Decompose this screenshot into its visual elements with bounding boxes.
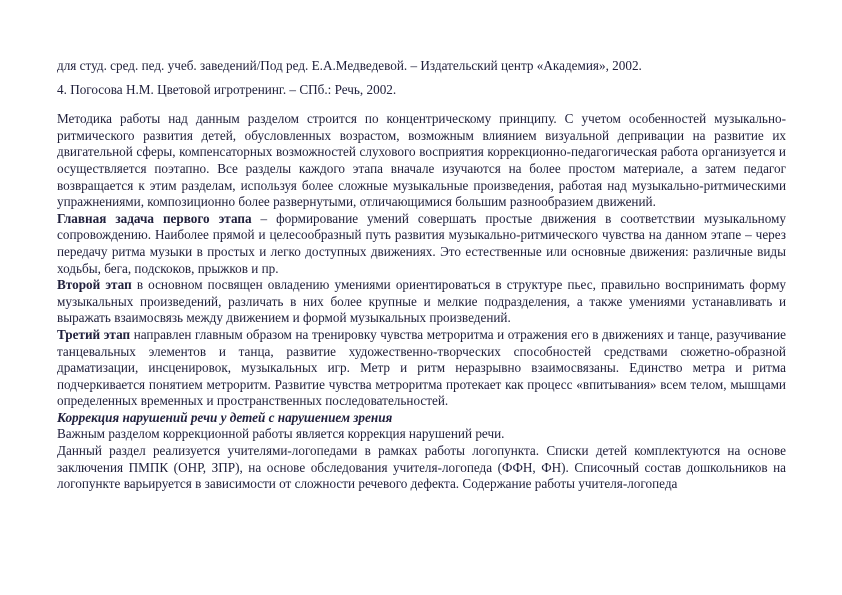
- section-heading-speech-correction: Коррекция нарушений речи у детей с нарушением зрения: [57, 409, 393, 425]
- reference-line-continuation: для студ. сред. пед. учеб. заведений/Под ред. Е.А.Медведевой. – Издательский центр «Академия», 2002.: [57, 58, 642, 73]
- paragraph-lead: Главная задача первого этапа: [57, 210, 252, 226]
- paragraph-lead: Второй этап: [57, 277, 132, 293]
- paragraph-stage-two: Второй этап в основном посвящен овладению умениями ориентироваться в структуре пьес, правильно воспринимать форму музыкальных произведений, различать в них более крупные и мелкие подразделения, а также умениями устанавливать и выражать взаимосвязь между движением и формой музыкальных произведений.: [57, 277, 787, 326]
- paragraph-lead: Третий этап: [57, 326, 131, 342]
- paragraph-stage-one: Главная задача первого этапа – формирование умений совершать простые движения в соответствии музыкальному сопровождению. Наиболее прямой и целесообразный путь развития музыкально-ритмического чувства на данном этапе – через передачу ритма музыки в простых и легко доступных движениях. Это естественные или основные движения: различные виды ходьбы, бега, подскоков, прыжков и пр.: [57, 210, 786, 276]
- document-text: [57, 58, 786, 493]
- paragraph-logopoint: Данный раздел реализуется учителями-логопедами в рамках работы логопункта. Списки детей комплектуются на основе заключения ПМПК (ОНР, ЗПР), на основе обследования учителя-логопеда (ФФН, ФН). Списочный состав дошкольников на логопункте варьируется в зависимости от сложности речевого дефекта. Содержание работы учителя-логопеда: [57, 443, 786, 492]
- paragraph-speech-intro: Важным разделом коррекционной работы является коррекция нарушений речи.: [57, 426, 505, 442]
- reference-item: 4. Погосова Н.М. Цветовой игротренинг. – СПб.: Речь, 2002.: [57, 81, 397, 97]
- paragraph-method: Методика работы над данным разделом строится по концентрическому принципу. С учетом особенностей музыкально-ритмического развития детей, обусловленных возрастом, возможным влиянием визуальной депривации на развитие их двигательной сферы, компенсаторных возможностей слухового восприятия коррекционно-педагогическая работа организуется и осуществляется поэтапно. Все разделы каждого этапа вначале изучаются на более простом материале, а затем педагог возвращается к этим разделам, используя более сложные музыкальные произведения, работая над музыкально-ритмическими упражнениями, композиционно более развернутыми, отличающимися большим разнообразием движений.: [57, 111, 786, 210]
- paragraph-stage-three: Третий этап направлен главным образом на тренировку чувства метроритма и отражения его в движениях и танце, разучивание танцевальных элементов и танца, развитие художественно-творческих способностей средствами сюжетно-образной драматизации, инсценировок, музыкальных игр. Метр и ритм неразрывно взаимосвязаны. Единство метра и ритма подчеркивается понятием метроритм. Развитие чувства метроритма протекает как процесс «впитывания» всем телом, мышцами определенных временных и пространственных последовательностей.: [57, 326, 786, 409]
